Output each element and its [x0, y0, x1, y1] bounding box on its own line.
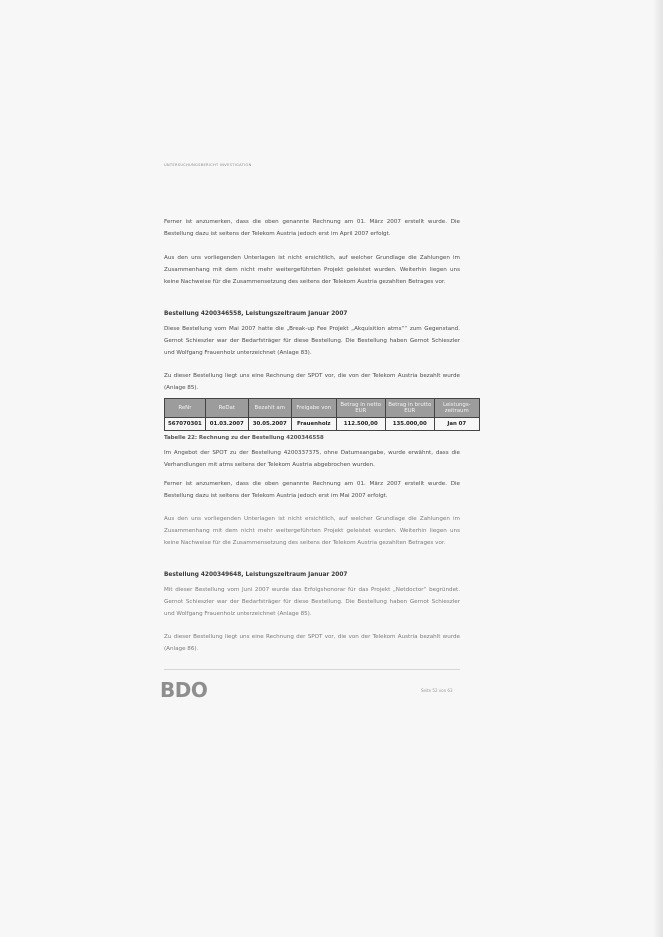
page-edge-shadow [653, 0, 663, 937]
paragraph-1: Ferner ist anzumerken, dass die oben genannte Rechnung am 01. März 2007 erstellt wurde. Die Bestellung dazu ist seitens der Telekom Austria jedoch erst im April 2007 erfolgt. [164, 219, 460, 238]
table-cell: 135.000,00 [385, 418, 434, 431]
table-cell: Jan 07 [434, 418, 479, 431]
running-header: UNTERSUCHUNGSBERICHT INVESTIGATION [164, 163, 252, 167]
paragraph-9: Zu dieser Bestellung liegt uns eine Rechnung der SPOT vor, die von der Telekom Austria bezahlt wurde (Anlage 86). [164, 634, 460, 653]
paragraph-4: Zu dieser Bestellung liegt uns eine Rechnung der SPOT vor, die von der Telekom Austria bezahlt wurde (Anlage 85). [164, 373, 460, 392]
table-header-cell: ReNr [165, 399, 206, 418]
section-heading-1: Bestellung 4200346558, Leistungszeitraum Januar 2007 [164, 311, 348, 317]
table-cell: Frauenholz [291, 418, 336, 431]
invoice-table [164, 398, 480, 431]
table-header-cell: Freigabe von [291, 399, 336, 418]
table-cell: 30.05.2007 [248, 418, 291, 431]
table-header-row [165, 399, 480, 418]
paragraph-8: Mit dieser Bestellung vom Juni 2007 wurde das Erfolgshonorar für das Projekt „Netdoctor“ begründet. Gernot Schieszler war der Bedarfsträger für diese Bestellung. Die Bestellung haben Gernot Schieszler und Wolfgang Frauenholz unterzeichnet (Anlage 85). [164, 587, 460, 618]
table-cell: 112.500,00 [336, 418, 385, 431]
paragraph-2: Aus den uns vorliegenden Unterlagen ist nicht ersichtlich, auf welcher Grundlage die Zahlungen im Zusammenhang mit dem nicht mehr weitergeführten Projekt geleistet wurden. Weiterhin liegen uns keine Nachweise für die Zusammensetzung des seitens der Telekom Austria gezahlten Betrages vor. [164, 255, 460, 286]
paragraph-7: Aus den uns vorliegenden Unterlagen ist nicht ersichtlich, auf welcher Grundlage die Zahlungen im Zusammenhang mit dem nicht mehr weitergeführten Projekt geleistet wurden. Weiterhin liegen uns keine Nachweise für die Zusammensetzung des seitens der Telekom Austria gezahlten Betrages vor. [164, 516, 460, 547]
table-header-cell: Betrag in netto EUR [336, 399, 385, 418]
table-row [165, 418, 480, 431]
table-caption: Tabelle 22: Rechnung zu der Bestellung 4200346558 [164, 435, 324, 441]
table-cell: 567070301 [165, 418, 206, 431]
table-header-cell: Leistungs-zeitraum [434, 399, 479, 418]
paragraph-6: Ferner ist anzumerken, dass die oben genannte Rechnung am 01. März 2007 erstellt wurde. Die Bestellung dazu ist seitens der Telekom Austria jedoch erst im Mai 2007 erfolgt. [164, 481, 460, 500]
table-cell: 01.03.2007 [205, 418, 248, 431]
page-number: Seite 52 von 63 [421, 688, 453, 693]
table-header-cell: Betrag in brutto EUR [385, 399, 434, 418]
table-header-cell: Bezahlt am [248, 399, 291, 418]
paragraph-3: Diese Bestellung vom Mai 2007 hatte die „Break-up Fee Projekt „Akquisition atms““ zum Gegenstand. Gernot Schieszler war der Bedarfsträger für diese Bestellung. Die Bestellung haben Gernot Schieszler und Wolfgang Frauenholz unterzeichnet (Anlage 83). [164, 326, 460, 357]
paragraph-5: Im Angebot der SPOT zu der Bestellung 4200337375, ohne Datumsangabe, wurde erwähnt, dass die Verhandlungen mit atms seitens der Telekom Austria abgebrochen wurden. [164, 450, 460, 469]
section-heading-2: Bestellung 4200349648, Leistungszeitraum Januar 2007 [164, 572, 348, 578]
table-header-cell: ReDat [205, 399, 248, 418]
footer-divider [164, 669, 460, 670]
bdo-logo: BDO [160, 678, 208, 702]
